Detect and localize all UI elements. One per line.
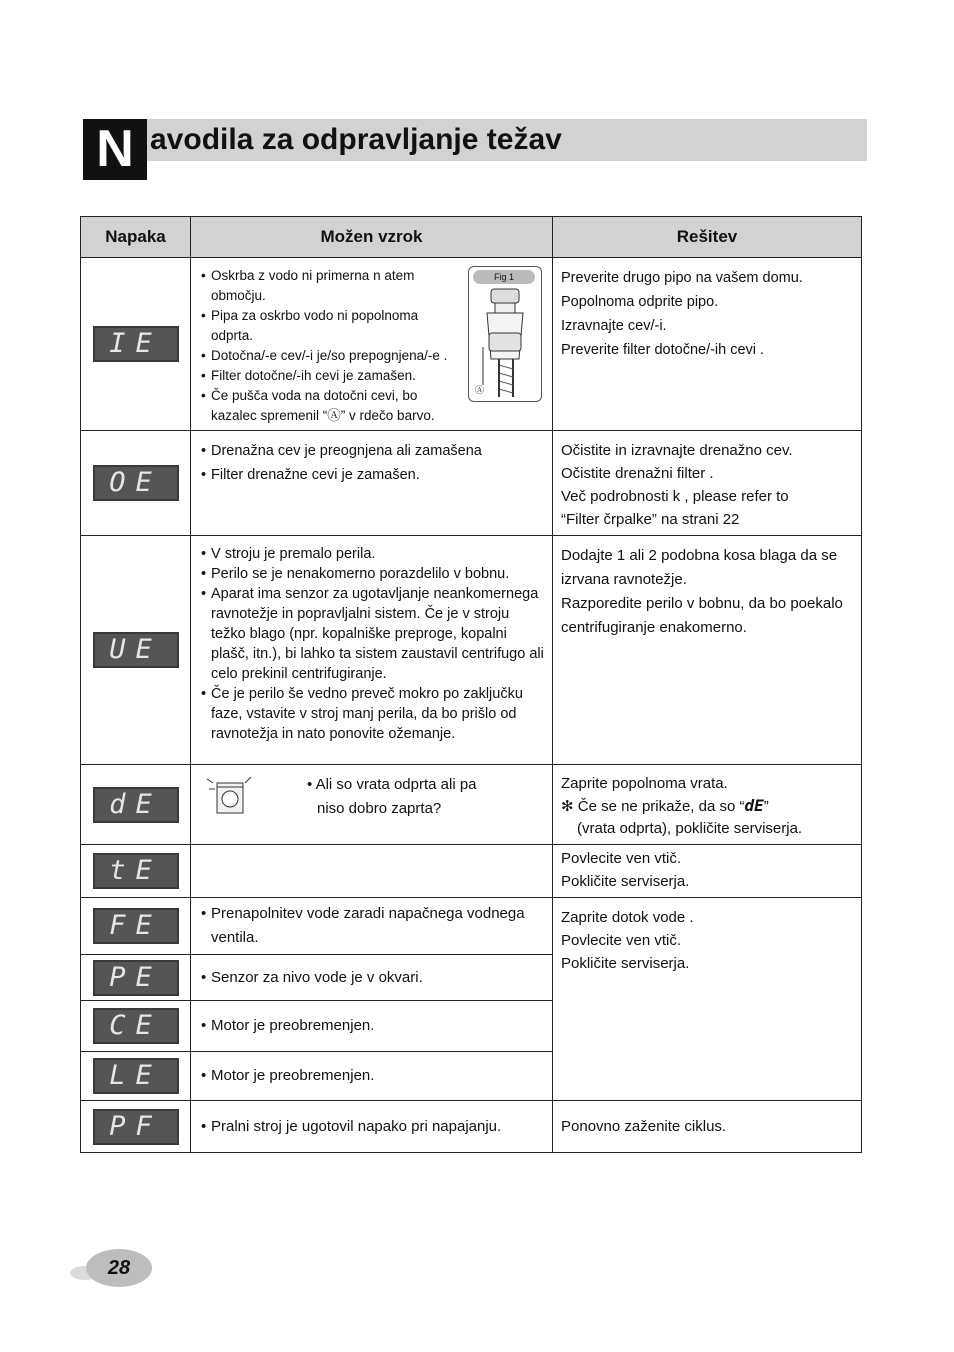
error-code-display: CE: [93, 1008, 179, 1044]
cause-item: • Drenažna cev je preognjena ali zamašena: [201, 439, 544, 463]
cause-cell: [191, 1052, 553, 1101]
figure-marker-a: Ⓐ: [475, 385, 485, 395]
error-code-cell: [81, 1101, 191, 1153]
cause-list: [191, 1016, 552, 1036]
cause-item: • Dotočna/-e cev/-i je/so prepognjena/-e .: [201, 346, 552, 366]
note-code: dE: [744, 796, 764, 815]
inlet-filter-icon: [469, 267, 541, 401]
solution-item: “Filter črpalke” na strani 22: [561, 511, 740, 528]
cause-item: • Perilo se je nenakomerno porazdelilo v bobnu.: [201, 564, 544, 584]
solution-cell-group: [553, 898, 862, 1101]
cause-line: • Ali so vrata odprta ali pa: [307, 776, 477, 793]
cause-item: • Pralni stroj je ugotovil napako pri napajanju.: [201, 1117, 544, 1137]
troubleshooting-table: [80, 216, 862, 1153]
cause-cell: [191, 1001, 553, 1052]
table-row-de: [81, 765, 862, 845]
table-row-pf: [81, 1101, 862, 1153]
cause-cell: [191, 765, 553, 845]
table-row-oe: [81, 431, 862, 536]
solution-item: Zaprite popolnoma vrata.: [561, 775, 728, 792]
solution-item: Dodajte 1 ali 2 podobna kosa blaga da se izrvana ravnotežje.: [561, 547, 838, 588]
solution-item: Preverite filter dotočne/-ih cevi .: [561, 342, 765, 358]
header-cause: Možen vzrok: [191, 217, 553, 258]
cause-list: [191, 898, 552, 954]
cause-line: niso dobro zaprta?: [317, 800, 442, 817]
error-code-cell: [81, 431, 191, 536]
cause-item: • Senzor za nivo vode je v okvari.: [201, 968, 544, 988]
table-row-fe: [81, 898, 862, 955]
header-solution: Rešitev: [553, 217, 862, 258]
solution-cell: [553, 1101, 862, 1153]
solution-cell: [553, 431, 862, 536]
solution-item: Več podrobnosti k , please refer to: [561, 488, 789, 505]
cause-list: [191, 536, 552, 748]
cause-item: • Motor je preobremenjen.: [201, 1066, 544, 1086]
cause-item: • Če pušča voda na dotočni cevi, bo kazalec spremenil “Ⓐ” v rdečo barvo.: [201, 386, 462, 426]
table-header-row: [81, 217, 862, 258]
page-title: avodila za odpravljanje težav: [150, 123, 562, 156]
note-suffix: ”: [763, 798, 769, 815]
table-row-ue: [81, 536, 862, 765]
solution-item: Pokličite serviserja.: [561, 955, 690, 972]
cause-item: • Prenapolnitev vode zaradi napačnega vodnega ventila.: [201, 902, 544, 950]
error-code-display: PF: [93, 1109, 179, 1145]
error-code-cell: [81, 898, 191, 955]
figure-label: Fig 1: [473, 270, 535, 284]
cause-item: • Aparat ima senzor za ugotavljanje neankomernega ravnotežje in popravljalni sistem. Če je v stroju težko blago (npr. kopalniške preproge, kopalni plašč, itn.), bi lahko ta sistem zaustavil centrifugo ali celo prekinil centrifugiranje.: [201, 584, 544, 684]
solution-item: Ponovno zaženite ciklus.: [561, 1118, 727, 1135]
error-code-display: tE: [93, 853, 179, 889]
door-question: [307, 773, 477, 821]
cause-item: • V stroju je premalo perila.: [201, 544, 544, 564]
solution-item: Zaprite dotok vode .: [561, 909, 694, 926]
solution-item: Povlecite ven vtič.: [561, 850, 682, 867]
cause-item: • Če je perilo še vedno preveč mokro po zaključku faze, vstavite v stroj manj perila, da bo prišlo od ravnotežja in nato ponovite ožemanje.: [201, 684, 544, 744]
title-initial: N: [83, 119, 147, 180]
error-code-display: FE: [93, 908, 179, 944]
solution-cell: [553, 258, 862, 431]
error-code-display: PE: [93, 960, 179, 996]
cause-list: [191, 968, 552, 988]
note-prefix: ✻ Če se ne prikaže, da so “: [561, 798, 745, 815]
error-code-cell: [81, 955, 191, 1001]
cause-item: • Pipa za oskrbo vodo ni popolnoma odprta.: [201, 306, 462, 346]
cause-cell: [191, 431, 553, 536]
cause-cell: [191, 845, 553, 898]
error-code-cell: [81, 536, 191, 765]
solution-item: Preverite drugo pipo na vašem domu.: [561, 270, 803, 286]
solution-item: Popolnoma odprite pipo.: [561, 294, 719, 310]
cause-cell: [191, 955, 553, 1001]
solution-item: Povlecite ven vtič.: [561, 932, 682, 949]
service-note-line2: (vrata odprta), pokličite serviserja.: [577, 820, 803, 837]
cause-cell: [191, 258, 553, 431]
cause-cell: [191, 1101, 553, 1153]
header-error: Napaka: [81, 217, 191, 258]
cause-list: [191, 431, 552, 491]
error-code-cell: [81, 258, 191, 431]
error-code-cell: [81, 845, 191, 898]
error-code-cell: [81, 1001, 191, 1052]
error-code-display: IE: [93, 326, 179, 362]
error-code-display: OE: [93, 465, 179, 501]
cause-list: [191, 1066, 552, 1086]
solution-item: Izravnajte cev/-i.: [561, 318, 667, 334]
error-code-display: UE: [93, 632, 179, 668]
service-note: [561, 795, 853, 818]
solution-cell: [553, 845, 862, 898]
cause-cell: [191, 898, 553, 955]
cause-cell: [191, 536, 553, 765]
error-code-display: LE: [93, 1058, 179, 1094]
solution-cell: [553, 536, 862, 765]
cause-item: • Filter drenažne cevi je zamašen.: [201, 463, 544, 487]
table-row-te: [81, 845, 862, 898]
cause-item: • Motor je preobremenjen.: [201, 1016, 544, 1036]
page-number: 28: [86, 1249, 152, 1287]
solution-item: Očistite drenažni filter .: [561, 465, 714, 482]
error-code-display: dE: [93, 787, 179, 823]
cause-list: [191, 1117, 552, 1137]
solution-cell: [553, 765, 862, 845]
error-code-cell: [81, 1052, 191, 1101]
error-code-cell: [81, 765, 191, 845]
inlet-hose-figure: [468, 266, 542, 402]
table-row-ie: [81, 258, 862, 431]
solution-item: Razporedite perilo v bobnu, da bo poekalo centrifugiranje enakomerno.: [561, 595, 843, 636]
cause-item: • Filter dotočne/-ih cevi je zamašen.: [201, 366, 462, 386]
solution-item: Pokličite serviserja.: [561, 873, 690, 890]
solution-item: Očistite in izravnajte drenažno cev.: [561, 442, 793, 459]
washer-door-open-icon: [205, 775, 257, 815]
cause-item: • Oskrba z vodo ni primerna n atem območju.: [201, 266, 462, 306]
